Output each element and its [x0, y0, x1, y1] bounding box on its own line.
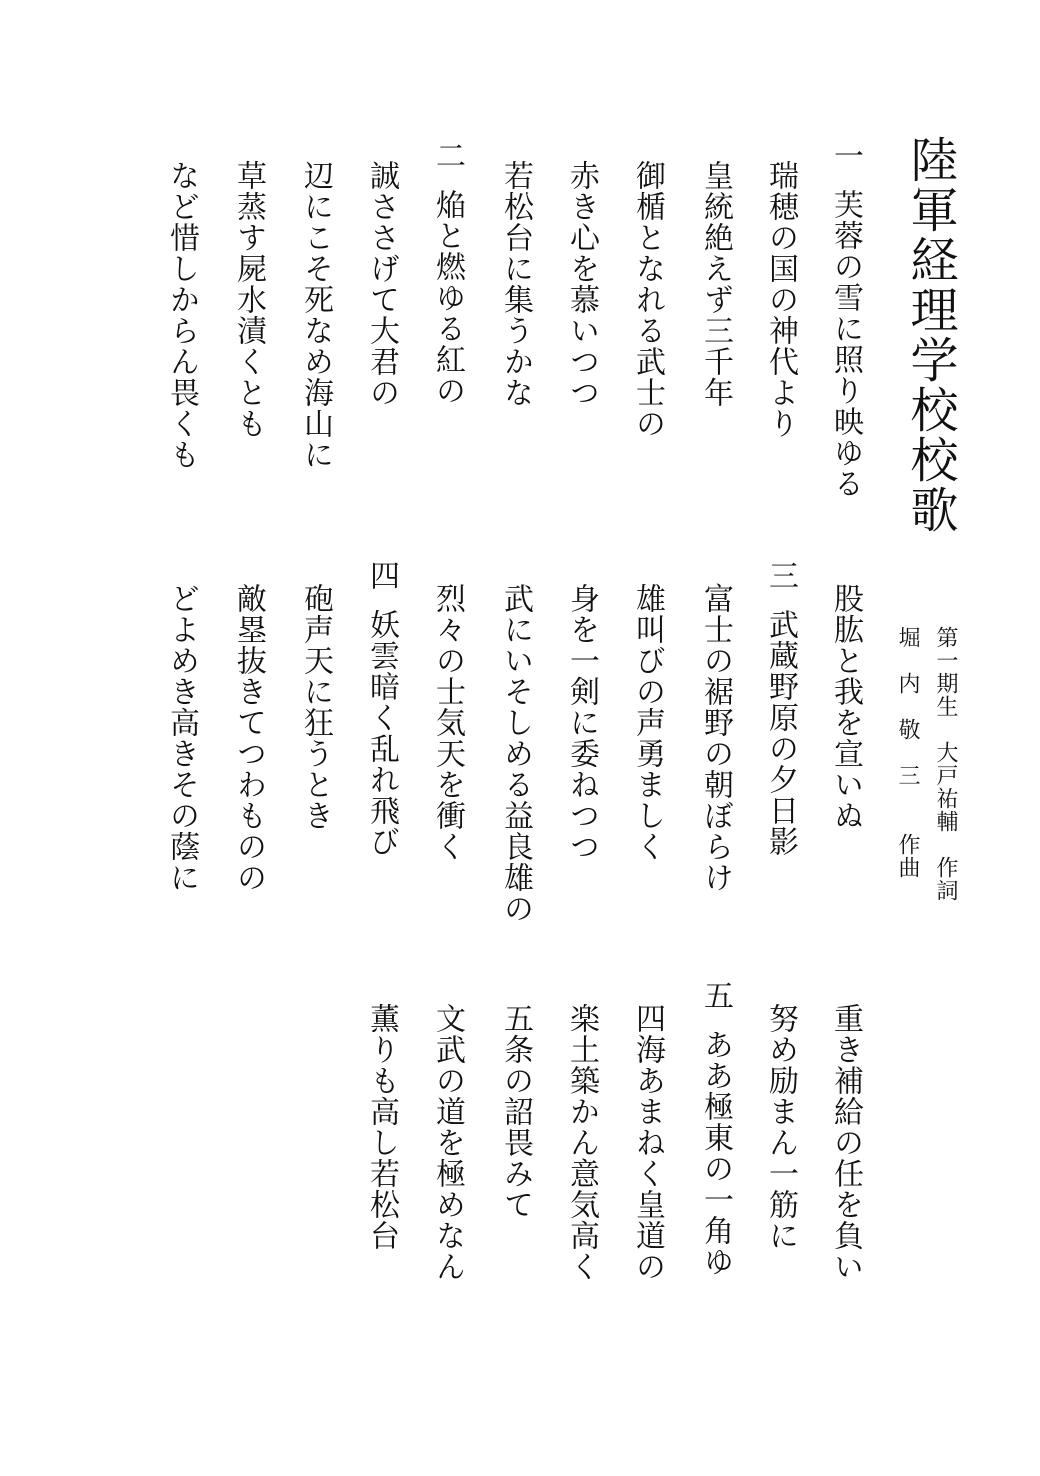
- verse-1-line-5: 赤き心を慕いつつ: [564, 160, 599, 408]
- verse-2-line-1: 二焔と燃ゆる紅の: [430, 140, 465, 406]
- verse-3-line-5: 武にいそしめる益良雄の: [498, 583, 533, 924]
- composer-credit: 堀 内 敬 三 作曲: [895, 626, 920, 879]
- verse-4-line-3: 敵塁抜きてつわものの: [231, 583, 266, 893]
- verse-2-line-6: 股肱と我を宣いぬ: [828, 583, 863, 831]
- verse-5-line-5: 文武の道を極めなん: [430, 1003, 465, 1282]
- verse-2-marker: 二: [430, 140, 465, 171]
- verse-5-line-3: 楽土築かん意気高く: [564, 1003, 599, 1282]
- lyricist-credit: 第一期生 大戸祐輔 作詞: [933, 626, 958, 902]
- verse-5-line-6: 薫りも高し若松台: [364, 1003, 399, 1251]
- verse-3-line-2: 富士の裾野の朝ぼらけ: [698, 583, 733, 893]
- verse-5-line-2: 四海あまねく皇道の: [630, 1003, 665, 1282]
- verse-4-line-2: 砲声天に狂うとき: [298, 583, 333, 831]
- verse-4-marker: 四: [364, 560, 399, 591]
- verse-1-line-3: 皇統絶えず三千年: [698, 160, 733, 408]
- verse-4-line-1: 四妖雲暗く乱れ飛び: [364, 560, 399, 857]
- verse-3-line-6: 烈々の士気天を衝く: [430, 583, 465, 862]
- verse-5-line-1: 五ああ極東の一角ゆ: [698, 980, 733, 1277]
- verse-5-marker: 五: [698, 980, 733, 1011]
- verse-2-line-3: 辺にこそ死なめ海山に: [298, 160, 333, 470]
- verse-4-line-6: 努め励まん一筋に: [763, 1003, 798, 1251]
- verse-3-line-4: 身を一剣に委ねつつ: [564, 583, 599, 862]
- verse-3-marker: 三: [763, 560, 798, 591]
- verse-2-line-4: 草蒸す屍水漬くとも: [231, 160, 266, 439]
- verse-1-marker: 一: [828, 140, 863, 171]
- verse-1-line-2: 瑞穂の国の神代より: [763, 160, 798, 439]
- verse-2-line-2: 誠ささげて大君の: [364, 160, 399, 408]
- verse-2-line-5: など惜しからん畏くも: [164, 160, 199, 470]
- verse-4-line-4: どよめき高きその蔭に: [164, 583, 199, 893]
- verse-3-line-3: 雄叫びの声勇ましく: [630, 583, 665, 862]
- page-title: 陸軍経理学校校歌: [902, 135, 958, 535]
- verse-1-line-4: 御楯となれる武士の: [630, 160, 665, 439]
- verse-1-line-6: 若松台に集うかな: [498, 160, 533, 408]
- verse-4-line-5: 重き補給の任を負い: [828, 1003, 863, 1282]
- verse-1-line-1: 一芙蓉の雪に照り映ゆる: [828, 140, 863, 499]
- verse-3-line-1: 三武蔵野原の夕日影: [763, 560, 798, 857]
- verse-5-line-4: 五条の詔畏みて: [498, 1003, 533, 1220]
